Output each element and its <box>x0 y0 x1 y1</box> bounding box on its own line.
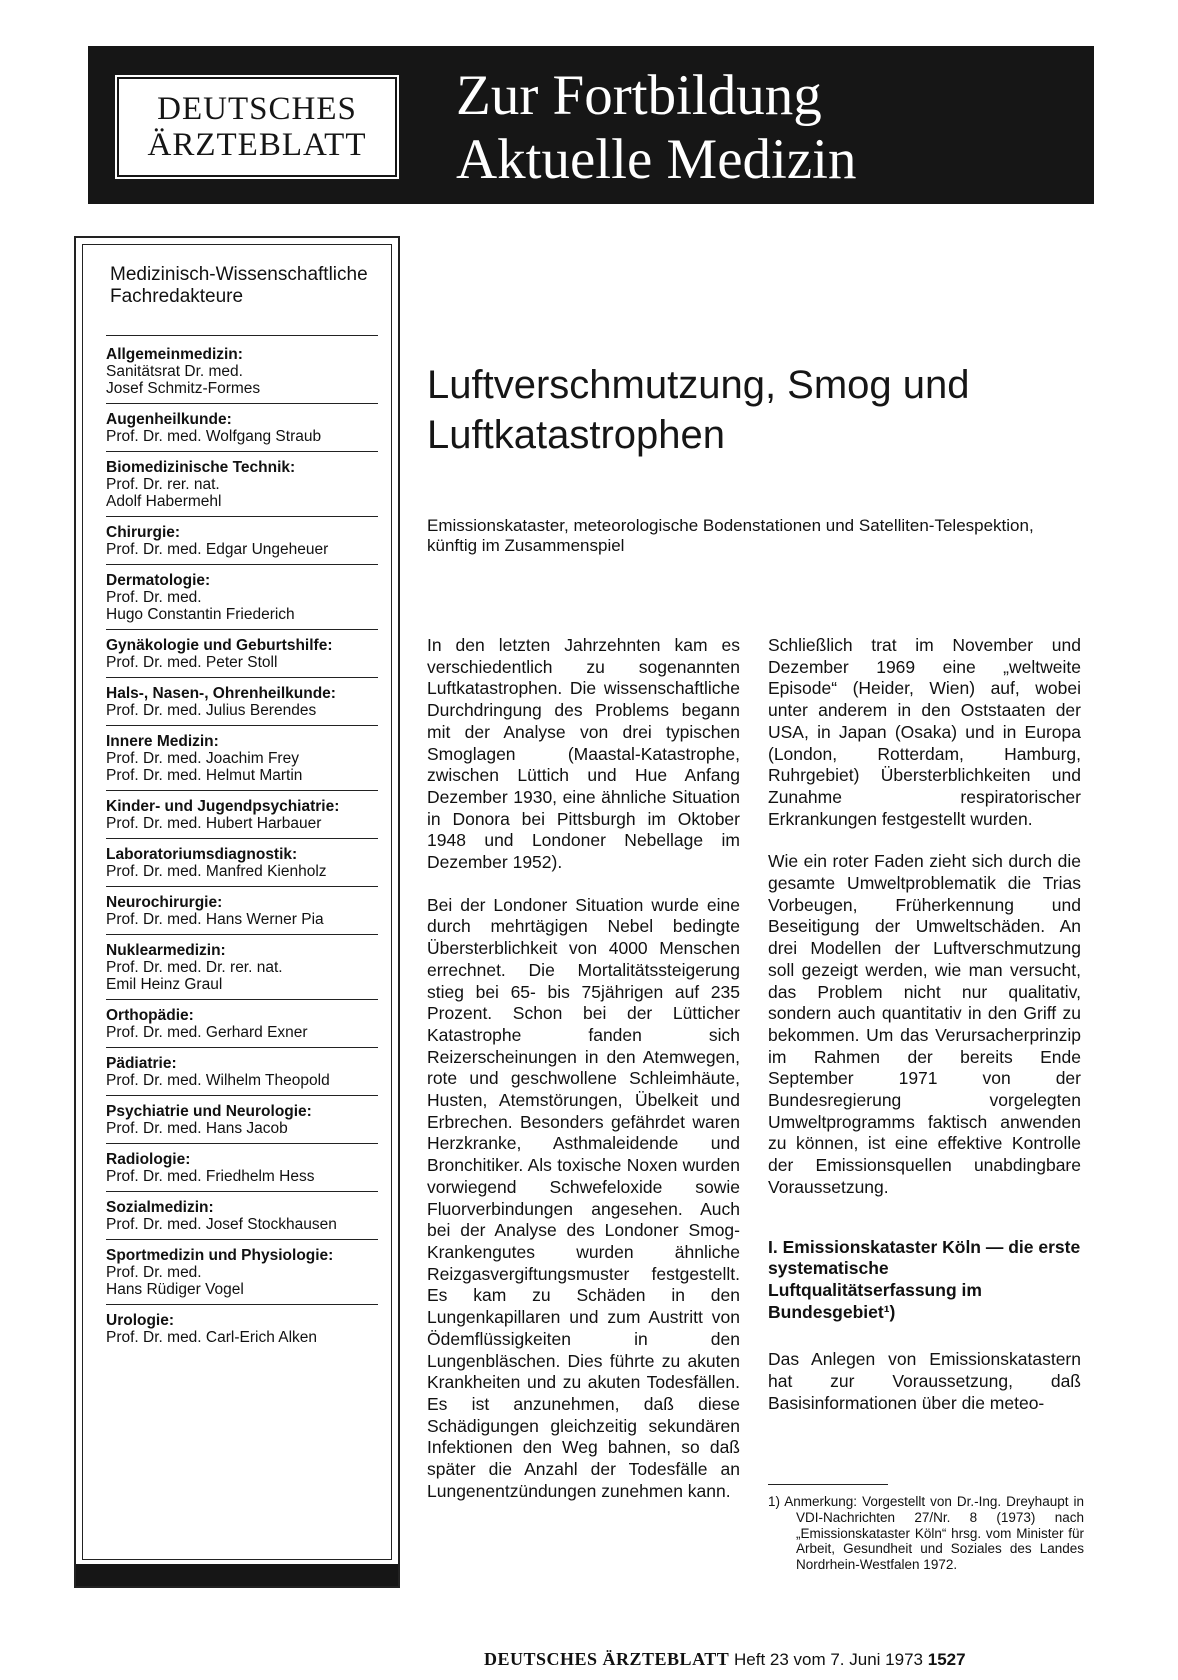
specialty-label: Kinder- und Jugendpsychiatrie: <box>106 798 340 815</box>
sidebar-divider <box>106 1047 378 1048</box>
sidebar-divider <box>106 934 378 935</box>
logo-line-1: DEUTSCHES <box>157 91 357 127</box>
footnote <box>768 1494 1084 1573</box>
journal-logo <box>112 72 402 182</box>
editor-name: Prof. Dr. med. Hubert Harbauer <box>106 815 322 832</box>
editor-name: Prof. Dr. med. Wolfgang Straub <box>106 428 322 445</box>
specialty-label: Hals-, Nasen-, Ohrenheilkunde: <box>106 685 336 702</box>
article-column-1 <box>427 635 740 1523</box>
sidebar-divider <box>106 999 378 1000</box>
paragraph: Schließlich trat im November und Dezember 1969 eine „weltweite Episode“ (Heider, Wien) auf, wobei unter anderem in den Oststaaten der USA, in Japan (Osaka) und in Europa (London, Rotterdam, Hamburg, Ruhrgebiet) Übersterblichkeiten und Zunahme respiratorischer Erkrankungen festgestellt wurden. <box>768 635 1081 829</box>
specialty-label: Augenheilkunde: <box>106 411 232 428</box>
sidebar-divider <box>106 677 378 678</box>
editor-entry <box>106 1247 378 1298</box>
editor-entry <box>106 411 378 445</box>
specialty-label: Gynäkologie und Geburtshilfe: <box>106 637 333 654</box>
editor-name: Prof. Dr. med. <box>106 1264 202 1281</box>
sidebar-divider <box>106 1143 378 1144</box>
specialty-label: Sozialmedizin: <box>106 1199 214 1216</box>
editor-name: Prof. Dr. med. Peter Stoll <box>106 654 278 671</box>
footer-issue: Heft 23 vom 7. Juni 1973 <box>733 1650 923 1669</box>
specialty-label: Psychiatrie und Neurologie: <box>106 1103 312 1120</box>
editor-name: Prof. Dr. med. Josef Stockhausen <box>106 1216 337 1233</box>
specialty-label: Dermatologie: <box>106 572 211 589</box>
editor-name: Hugo Constantin Friederich <box>106 606 295 623</box>
section-title-line-1: Zur Fortbildung <box>456 64 822 127</box>
editor-name: Prof. Dr. med. Helmut Martin <box>106 767 303 784</box>
section-title <box>456 64 856 192</box>
editor-entry <box>106 942 378 993</box>
editor-entry <box>106 1151 378 1185</box>
specialty-label: Orthopädie: <box>106 1007 194 1024</box>
sidebar-divider <box>106 564 378 565</box>
footer-journal-name: DEUTSCHES ÄRZTEBLATT <box>484 1649 730 1669</box>
editor-name: Prof. Dr. med. Gerhard Exner <box>106 1024 308 1041</box>
sidebar-divider <box>106 516 378 517</box>
specialty-label: Pädiatrie: <box>106 1055 177 1072</box>
footnote-text: 1) Anmerkung: Vorgestellt von Dr.-Ing. Dreyhaupt in VDI-Nachrichten 27/Nr. 8 (1973) nach „Emissionskataster Köln“ hrsg. vom Minister für Arbeit, Gesundheit und Soziales des Landes Nordrhein-Westfalen 1972. <box>768 1494 1084 1573</box>
editor-entry <box>106 524 378 558</box>
sidebar-divider <box>106 335 378 336</box>
editors-sidebar <box>74 236 400 1588</box>
page-number: 1527 <box>927 1650 966 1669</box>
article-title: Luftverschmutzung, Smog und Luftkatastrophen <box>427 363 970 457</box>
sidebar-divider <box>106 886 378 887</box>
editor-name: Sanitätsrat Dr. med. <box>106 363 243 380</box>
editor-entry <box>106 846 378 880</box>
specialty-label: Nuklearmedizin: <box>106 942 226 959</box>
paragraph: Das Anlegen von Emissionskatastern hat zur Voraussetzung, daß Basisinformationen über die meteo- <box>768 1349 1081 1413</box>
sidebar-divider <box>106 1095 378 1096</box>
sidebar-divider <box>106 403 378 404</box>
editor-name: Prof. Dr. med. Manfred Kienholz <box>106 863 327 880</box>
specialty-label: Biomedizinische Technik: <box>106 459 296 476</box>
editor-entry <box>106 572 378 623</box>
editor-entry <box>106 637 378 671</box>
sidebar-divider <box>106 1304 378 1305</box>
editor-name: Prof. Dr. med. Wilhelm Theopold <box>106 1072 330 1089</box>
paragraph: Bei der Londoner Situation wurde eine durch mehrtägigen Nebel bedingte Übersterblichkeit von 4000 Menschen errechnet. Die Mortalitätssteigerung stieg bei 65- bis 75jährigen auf 235 Prozent. Schon bei der Lütticher Katastrophe fanden sich Reizerscheinungen in den Atemwegen, rote und geschwollene Schleimhäute, Husten, Atemstörungen, Übelkeit und Erbrechen. Besonders gefährdet waren Herzkranke, Asthmaleidende und Bronchitiker. Als toxische Noxen wurden vorwiegend Schwefeloxide sowie Fluorverbindungen angesehen. Auch bei der Analyse des Londoner Smog-Krankengutes wurden ähnliche Reizgasvergiftungsmuster festgestellt. Es kam zu Schäden in den Lungenkapillaren und zum Austritt von Ödemflüssigkeiten in den Lungenbläschen. Dies führte zu akuten Krankheiten und zu akuten Todesfällen. Es ist anzunehmen, daß diese Schädigungen gleichzeitig sekundären Infektionen den Weg bahnen, so daß später die Anzahl der Todesfälle an Lungenentzündungen zunehmen kann. <box>427 894 740 1501</box>
editor-entry <box>106 894 378 928</box>
editor-name: Prof. Dr. med. Edgar Ungeheuer <box>106 541 329 558</box>
paragraph: In den letzten Jahrzehnten kam es verschiedentlich zu sogenannten Luftkatastrophen. Die wissenschaftliche Durchdringung des Problems begann mit der Analyse von drei typischen Smoglagen (Maastal-Katastrophe, zwischen Lüttich und Hue Anfang Dezember 1930, eine ähnliche Situation in Donora bei Pittsburgh im Oktober 1948 und Londoner Nebellage im Dezember 1952). <box>427 635 740 873</box>
editor-name: Emil Heinz Graul <box>106 976 223 993</box>
editor-entry <box>106 1007 378 1041</box>
logo-line-2: ÄRZTEBLATT <box>147 127 367 163</box>
editor-name: Prof. Dr. med. Carl-Erich Alken <box>106 1329 318 1346</box>
specialty-label: Radiologie: <box>106 1151 191 1168</box>
specialty-label: Allgemeinmedizin: <box>106 346 243 363</box>
article-column-2 <box>768 635 1081 1436</box>
sidebar-divider <box>106 838 378 839</box>
specialty-label: Sportmedizin und Physiologie: <box>106 1247 334 1264</box>
sidebar-divider <box>106 1239 378 1240</box>
sidebar-header: Medizinisch-Wissenschaftliche Fachredakteure <box>110 264 368 307</box>
editor-name: Prof. Dr. med. <box>106 589 202 606</box>
editor-name: Prof. Dr. rer. nat. <box>106 476 220 493</box>
sidebar-divider <box>106 790 378 791</box>
footnote-divider <box>768 1484 888 1485</box>
editor-name: Prof. Dr. med. Julius Berendes <box>106 702 317 719</box>
editor-entry <box>106 733 378 784</box>
editor-name: Hans Rüdiger Vogel <box>106 1281 244 1298</box>
page-footer <box>484 1648 1094 1671</box>
editor-name: Prof. Dr. med. Dr. rer. nat. <box>106 959 283 976</box>
editor-entry <box>106 346 378 397</box>
specialty-label: Laboratoriumsdiagnostik: <box>106 846 298 863</box>
sidebar-divider <box>106 725 378 726</box>
editor-entry <box>106 685 378 719</box>
section-heading: I. Emissionskataster Köln — die erste systematische Luftqualitätserfassung im Bundesgebiet¹) <box>768 1236 1081 1322</box>
specialty-label: Innere Medizin: <box>106 733 219 750</box>
editor-name: Prof. Dr. med. Joachim Frey <box>106 750 299 767</box>
sidebar-divider <box>106 451 378 452</box>
specialty-label: Chirurgie: <box>106 524 181 541</box>
editor-entry <box>106 1055 378 1089</box>
editor-name: Prof. Dr. med. Hans Jacob <box>106 1120 288 1137</box>
editor-name: Adolf Habermehl <box>106 493 222 510</box>
specialty-label: Urologie: <box>106 1312 175 1329</box>
specialty-label: Neurochirurgie: <box>106 894 223 911</box>
editor-entry <box>106 1312 378 1346</box>
editor-entry <box>106 1103 378 1137</box>
editor-name: Prof. Dr. med. Friedhelm Hess <box>106 1168 315 1185</box>
section-title-line-2: Aktuelle Medizin <box>456 128 857 191</box>
editor-name: Josef Schmitz-Formes <box>106 380 261 397</box>
sidebar-divider <box>106 1191 378 1192</box>
editor-name: Prof. Dr. med. Hans Werner Pia <box>106 911 324 928</box>
paragraph: Wie ein roter Faden zieht sich durch die gesamte Umweltproblematik die Trias Vorbeugen, Früherkennung und Beseitigung der Umweltschäden. An drei Modellen der Luftverschmutzung soll gezeigt werden, wie man versucht, das Problem nicht nur qualitativ, sondern auch quantitativ in den Griff zu bekommen. Um das Verursacherprinzip im Rahmen der bereits Ende September 1971 von der Bundesregierung vorgelegten Umweltprogramms faktisch anwenden zu können, ist eine effektive Kontrolle der Emissionsquellen unabdingbare Voraussetzung. <box>768 851 1081 1197</box>
editor-entry <box>106 798 378 832</box>
editor-entry <box>106 459 378 510</box>
sidebar-footer-bar <box>76 1564 398 1586</box>
editor-entry <box>106 1199 378 1233</box>
sidebar-divider <box>106 629 378 630</box>
article-subtitle: Emissionskataster, meteorologische Bodenstationen und Satelliten-Telespektion, künftig im Zusammenspiel <box>427 516 1034 555</box>
